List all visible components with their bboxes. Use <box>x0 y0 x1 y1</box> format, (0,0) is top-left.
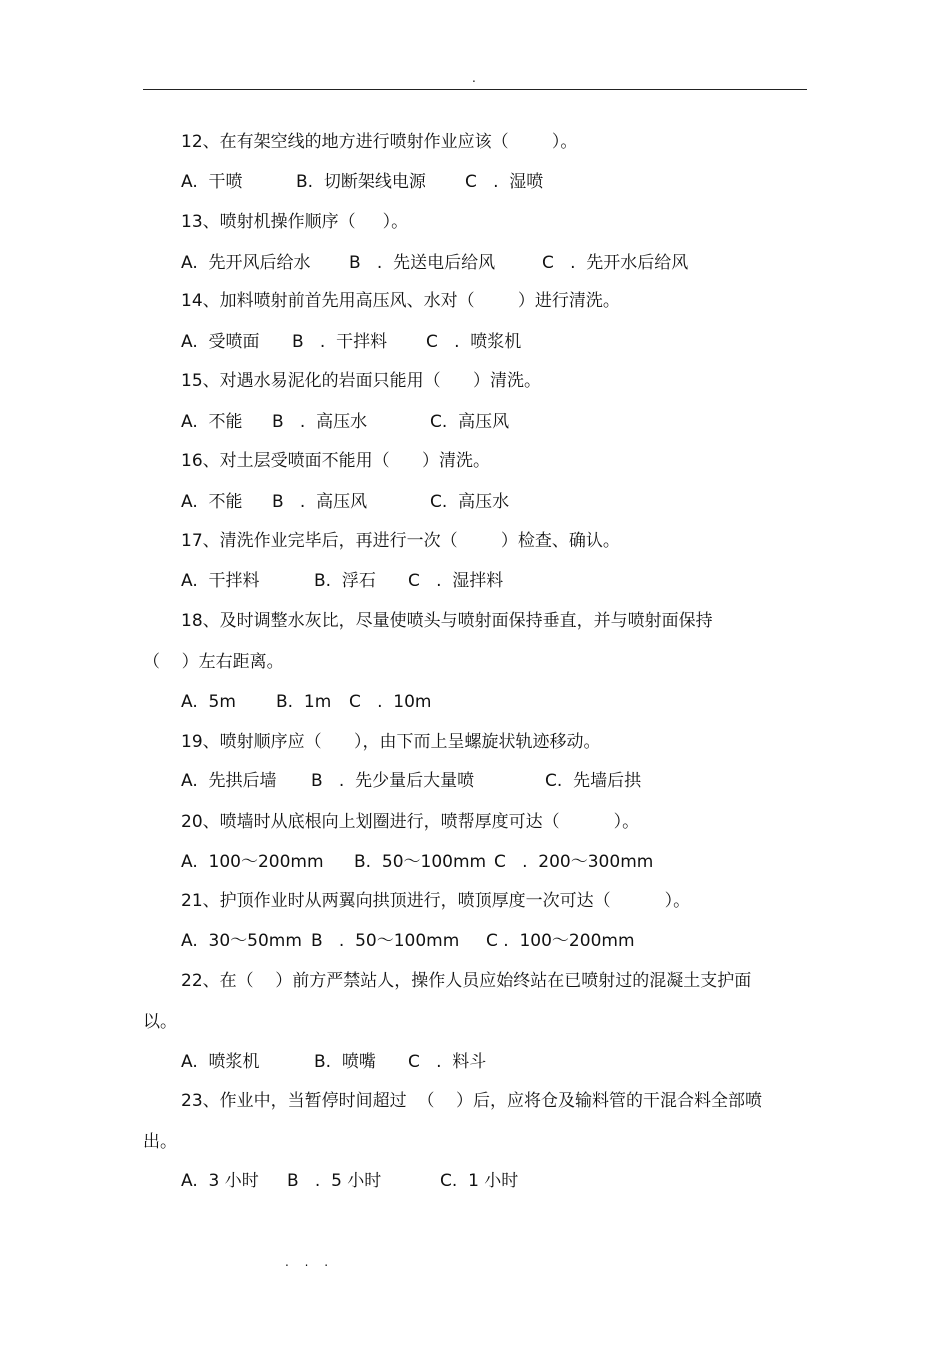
option-row <box>181 252 689 274</box>
question-text-continued: 以。 <box>143 1012 177 1032</box>
header-mark: . <box>472 71 476 85</box>
question-text: 18、及时调整水灰比，尽量使喷头与喷射面保持垂直，并与喷射面保持 <box>181 611 713 631</box>
option-c: C . 200～300mm <box>494 852 654 872</box>
option-b: B . 50～100mm <box>311 931 460 951</box>
option-row <box>181 411 510 433</box>
question-text: 17、清洗作业完毕后，再进行一次（ ）检查、确认。 <box>181 531 620 551</box>
option-row <box>181 491 510 513</box>
option-a: A. 干喷 <box>181 172 243 192</box>
option-a: A. 先开风后给水 <box>181 253 311 273</box>
option-a: A. 喷浆机 <box>181 1052 260 1072</box>
option-b: B . 先送电后给风 <box>349 253 496 273</box>
option-c: C. 1 小时 <box>440 1171 519 1191</box>
option-b: B. 浮石 <box>314 571 376 591</box>
option-row <box>181 851 654 873</box>
option-c: C . 湿拌料 <box>408 571 504 591</box>
option-row <box>181 570 504 592</box>
option-a: A. 30～50mm <box>181 931 302 951</box>
question-text: 21、护顶作业时从两翼向拱顶进行，喷顶厚度一次可达（ ）。 <box>181 891 691 911</box>
option-row <box>181 1051 487 1073</box>
option-c: C. 先墙后拱 <box>545 771 642 791</box>
header-rule <box>143 89 807 90</box>
question-text: 13、喷射机操作顺序（ ）。 <box>181 212 409 232</box>
option-b: B . 干拌料 <box>292 332 388 352</box>
question-text: 15、对遇水易泥化的岩面只能用（ ）清洗。 <box>181 371 542 391</box>
option-b: B. 切断架线电源 <box>296 172 426 192</box>
option-c: C. 高压风 <box>430 412 510 432</box>
option-c: C. 高压水 <box>430 492 510 512</box>
option-c: C . 湿喷 <box>465 172 544 192</box>
option-b: B. 喷嘴 <box>314 1052 376 1072</box>
question-text: 12、在有架空线的地方进行喷射作业应该（ ）。 <box>181 132 578 152</box>
option-c: C . 100～200mm <box>486 931 635 951</box>
question-text-continued: （ ）左右距离。 <box>143 652 284 672</box>
question-text: 14、加料喷射前首先用高压风、水对（ ）进行清洗。 <box>181 291 620 311</box>
option-row <box>181 770 642 792</box>
option-b: B. 50～100mm <box>354 852 487 872</box>
option-c: C . 料斗 <box>408 1052 487 1072</box>
option-a: A. 干拌料 <box>181 571 260 591</box>
option-c: C . 10m <box>349 692 432 712</box>
option-c: C . 先开水后给风 <box>542 253 689 273</box>
option-c: C . 喷浆机 <box>426 332 522 352</box>
option-row <box>181 1170 519 1192</box>
option-b: B . 高压水 <box>272 412 368 432</box>
option-a: A. 不能 <box>181 492 243 512</box>
option-a: A. 受喷面 <box>181 332 260 352</box>
option-b: B. 1m <box>276 692 332 712</box>
option-row <box>181 691 432 713</box>
option-row <box>181 930 635 952</box>
option-a: A. 100～200mm <box>181 852 324 872</box>
option-a: A. 先拱后墙 <box>181 771 277 791</box>
question-text: 20、喷墙时从底根向上划圈进行，喷帮厚度可达（ ）。 <box>181 812 640 832</box>
question-text: 22、在（ ）前方严禁站人，操作人员应始终站在已喷射过的混凝土支护面 <box>181 971 752 991</box>
option-a: A. 3 小时 <box>181 1171 259 1191</box>
question-text: 16、对土层受喷面不能用（ ）清洗。 <box>181 451 491 471</box>
option-b: B . 先少量后大量喷 <box>311 771 475 791</box>
option-row <box>181 331 522 353</box>
option-b: B . 高压风 <box>272 492 368 512</box>
option-a: A. 不能 <box>181 412 243 432</box>
option-a: A. 5m <box>181 692 236 712</box>
option-row <box>181 171 544 193</box>
question-text-continued: 出。 <box>143 1132 177 1152</box>
option-b: B . 5 小时 <box>287 1171 382 1191</box>
question-text: 19、喷射顺序应（ ），由下而上呈螺旋状轨迹移动。 <box>181 732 601 752</box>
question-text: 23、作业中，当暂停时间超过 （ ）后，应将仓及输料管的干混合料全部喷 <box>181 1091 763 1111</box>
footer-marks: . . . <box>285 1255 335 1269</box>
